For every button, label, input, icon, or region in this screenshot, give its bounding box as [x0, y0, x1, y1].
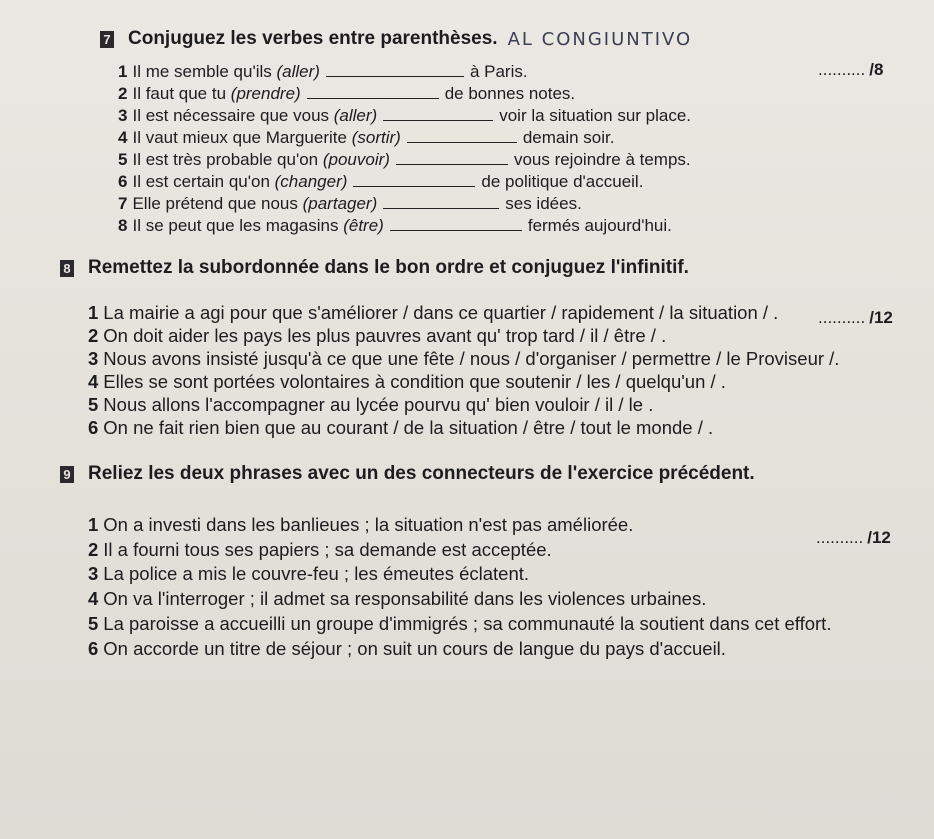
ex8-item-3 — [88, 349, 839, 369]
answer-blank[interactable] — [390, 216, 522, 231]
verb-label: (aller) — [333, 106, 378, 125]
exercise-7-score — [818, 60, 883, 80]
item-number: 4 — [88, 371, 99, 392]
ex7-item-2 — [118, 84, 575, 104]
item-text: de politique d'accueil. — [481, 172, 644, 191]
ex9-item-3 — [88, 564, 529, 584]
item-text: La police a mis le couvre-feu ; les émeutes éclatent. — [103, 563, 530, 584]
ex9-item-5 — [88, 614, 831, 634]
item-number: 1 — [88, 302, 99, 323]
verb-label: (sortir) — [351, 128, 401, 147]
answer-blank[interactable] — [383, 106, 493, 121]
item-number: 4 — [118, 128, 128, 147]
item-number: 1 — [118, 62, 128, 81]
ex7-item-4 — [118, 128, 614, 148]
item-number: 6 — [88, 638, 99, 659]
item-number: 5 — [88, 613, 99, 634]
ex9-item-6 — [88, 639, 726, 659]
item-text: Il se peut que les magasins — [132, 216, 339, 235]
item-text: La paroisse a accueilli un groupe d'immigrés ; sa communauté la soutient dans cet effort. — [103, 613, 832, 634]
item-number: 3 — [118, 106, 128, 125]
ex8-item-4 — [88, 372, 726, 392]
item-text: vous rejoindre à temps. — [513, 150, 691, 169]
item-text: La mairie a agi pour que s'améliorer / dans ce quartier / rapidement / la situation / . — [103, 302, 779, 323]
answer-blank[interactable] — [307, 84, 439, 99]
item-number: 3 — [88, 348, 99, 369]
item-text: Il a fourni tous ses papiers ; sa demande est acceptée. — [103, 539, 552, 560]
item-text: On ne fait rien bien que au courant / de la situation / être / tout le monde / . — [103, 417, 714, 438]
item-text: .......... — [816, 528, 864, 547]
answer-blank[interactable] — [383, 194, 499, 209]
item-text: /8 — [869, 60, 884, 79]
item-number: 2 — [118, 84, 128, 103]
item-text: Nous allons l'accompagner au lycée pourvu qu' bien vouloir / il / le . — [103, 394, 654, 415]
item-text: Il vaut mieux que Marguerite — [132, 128, 347, 147]
item-text: On doit aider les pays les plus pauvres avant qu' trop tard / il / être / . — [103, 325, 667, 346]
ex8-item-5 — [88, 395, 653, 415]
item-text: .......... — [818, 60, 866, 79]
item-text: /12 — [867, 528, 891, 547]
item-text: Elles se sont portées volontaires à condition que soutenir / les / quelqu'un / . — [103, 371, 726, 392]
item-text: Il me semble qu'ils — [132, 62, 272, 81]
ex7-item-1 — [118, 62, 528, 82]
ex8-item-1 — [88, 303, 778, 323]
verb-label: (partager) — [302, 194, 378, 213]
item-text: de bonnes notes. — [444, 84, 576, 103]
verb-label: (aller) — [276, 62, 320, 81]
exercise-7-number: 7 — [100, 31, 114, 48]
ex9-item-2 — [88, 540, 552, 560]
ex7-item-6 — [118, 172, 643, 192]
item-text: On va l'interroger ; il admet sa responsabilité dans les violences urbaines. — [103, 588, 707, 609]
ex7-item-7 — [118, 194, 582, 214]
ex9-item-4 — [88, 589, 706, 609]
answer-blank[interactable] — [326, 62, 464, 77]
item-number: 5 — [88, 394, 99, 415]
item-text: .......... — [818, 308, 866, 327]
item-text: Nous avons insisté jusqu'à ce que une fête / nous / d'organiser / permettre / le Proviseur /. — [103, 348, 840, 369]
verb-label: (prendre) — [230, 84, 301, 103]
item-text: Il est très probable qu'on — [132, 150, 319, 169]
item-number: 1 — [88, 514, 99, 535]
verb-label: (changer) — [274, 172, 348, 191]
exercise-9-title: Reliez les deux phrases avec un des connecteurs de l'exercice précédent. — [88, 463, 755, 484]
answer-blank[interactable] — [353, 172, 475, 187]
item-text: à Paris. — [469, 62, 528, 81]
item-number: 5 — [118, 150, 128, 169]
exercise-7-heading — [100, 28, 692, 50]
answer-blank[interactable] — [407, 128, 517, 143]
item-text: Il est nécessaire que vous — [132, 106, 330, 125]
exercise-7-title: Conjuguez les verbes entre parenthèses. — [128, 28, 498, 49]
item-number: 2 — [88, 539, 99, 560]
exercise-9-score — [816, 528, 891, 548]
item-text: Elle prétend que nous — [132, 194, 298, 213]
item-number: 8 — [118, 216, 128, 235]
ex8-item-2 — [88, 326, 666, 346]
ex7-item-3 — [118, 106, 691, 126]
item-number: 2 — [88, 325, 99, 346]
item-text: On a investi dans les banlieues ; la situation n'est pas améliorée. — [103, 514, 634, 535]
ex7-item-5 — [118, 150, 691, 170]
verb-label: (pouvoir) — [322, 150, 390, 169]
exercise-9-heading — [60, 463, 755, 485]
item-text: ses idées. — [505, 194, 582, 213]
exercise-8-heading — [60, 257, 689, 279]
item-text: demain soir. — [522, 128, 615, 147]
item-number: 3 — [88, 563, 99, 584]
item-text: /12 — [869, 308, 893, 327]
item-text: fermés aujourd'hui. — [527, 216, 672, 235]
exercise-8-number: 8 — [60, 260, 74, 277]
item-number: 6 — [88, 417, 99, 438]
item-text: Il est certain qu'on — [132, 172, 270, 191]
ex9-item-1 — [88, 515, 633, 535]
item-text: Il faut que tu — [132, 84, 227, 103]
item-number: 6 — [118, 172, 128, 191]
item-number: 4 — [88, 588, 99, 609]
handwritten-note: AL CONGIUNTIVO — [507, 28, 693, 50]
answer-blank[interactable] — [396, 150, 508, 165]
ex7-item-8 — [118, 216, 672, 236]
exercise-8-score — [818, 308, 893, 328]
item-text: voir la situation sur place. — [499, 106, 692, 125]
verb-label: (être) — [343, 216, 384, 235]
item-number: 7 — [118, 194, 128, 213]
item-text: On accorde un titre de séjour ; on suit un cours de langue du pays d'accueil. — [103, 638, 726, 659]
ex8-item-6 — [88, 418, 713, 438]
exercise-9-number: 9 — [60, 466, 74, 483]
exercise-8-title: Remettez la subordonnée dans le bon ordre et conjuguez l'infinitif. — [88, 257, 689, 278]
